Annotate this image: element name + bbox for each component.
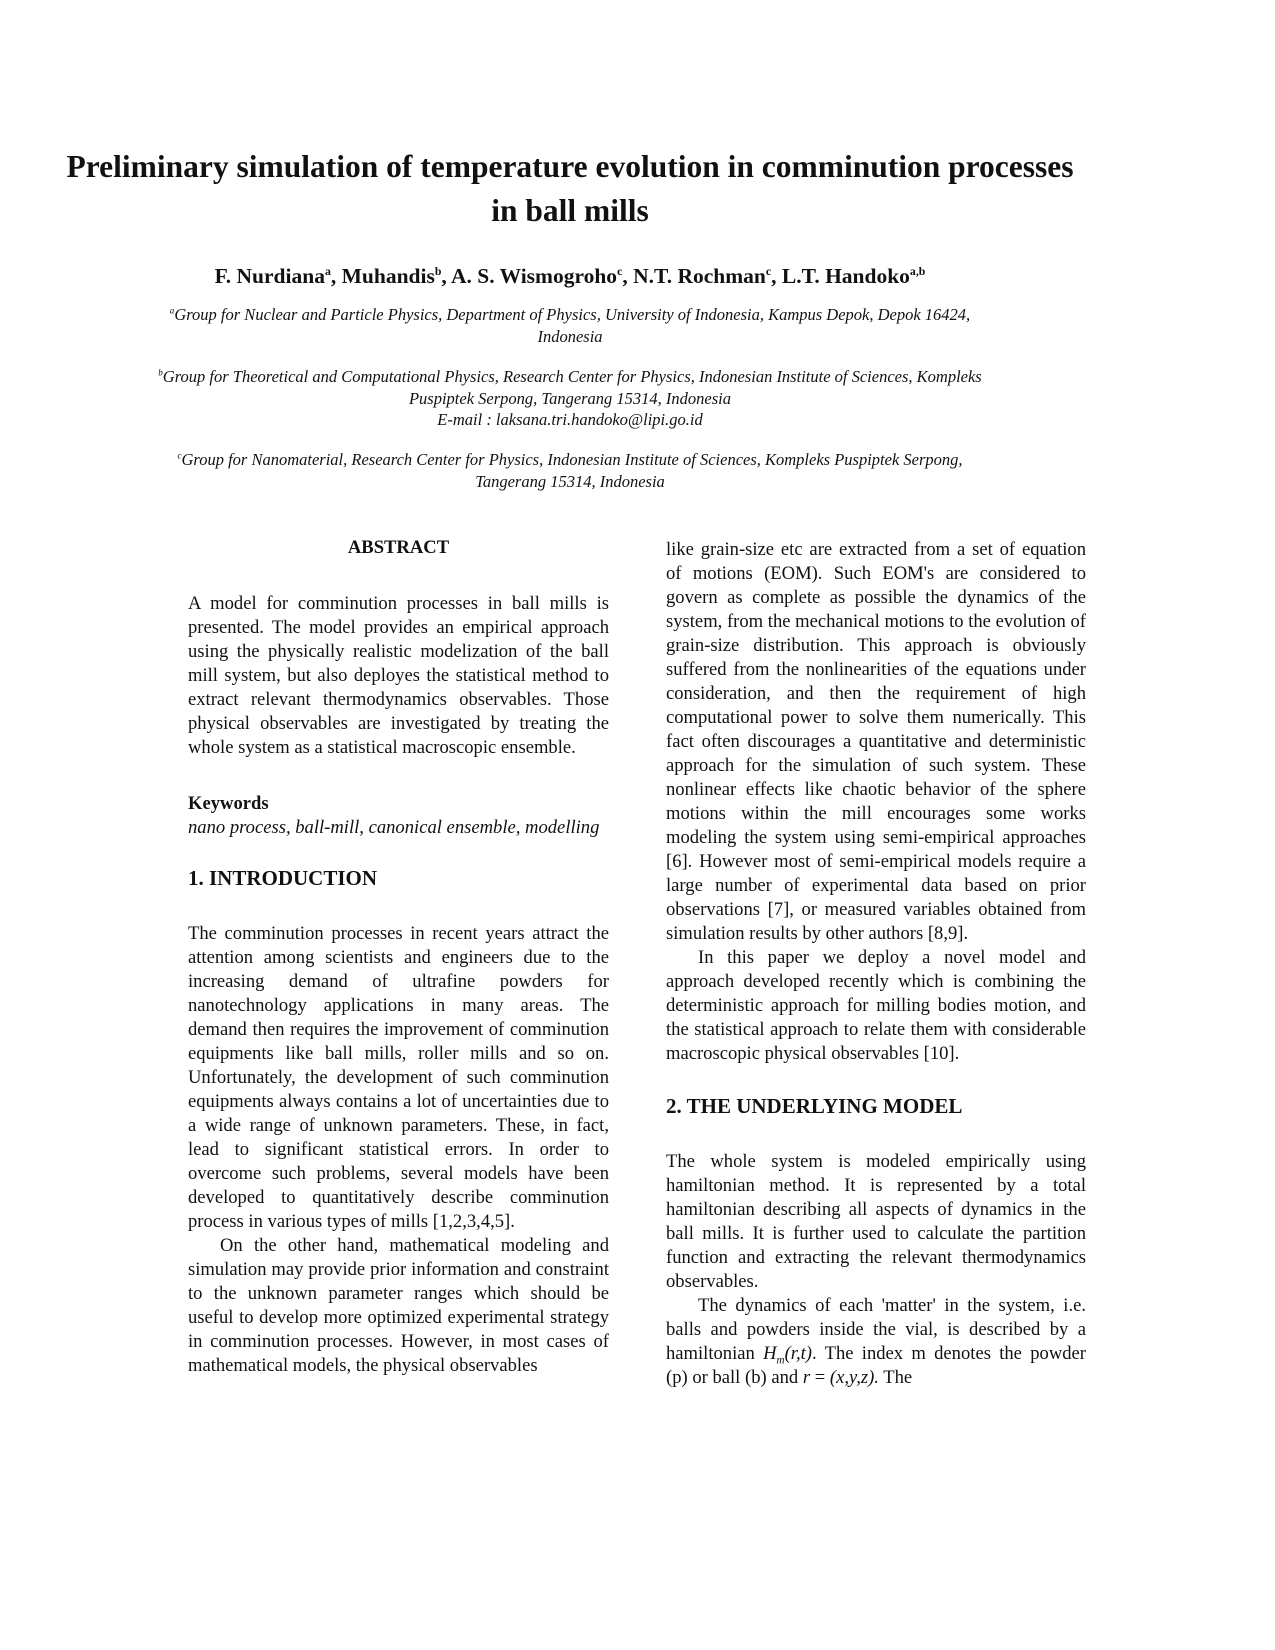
author-name: Muhandis xyxy=(341,264,435,288)
hamiltonian-symbol: H xyxy=(763,1343,777,1364)
keywords-heading: Keywords xyxy=(188,793,269,814)
affiliation-mark: b xyxy=(158,367,163,378)
abstract-text: A model for comminution processes in ball mills is presented. The model provides an empirical approach using the physically realistic modelization of the ball mill system, but also deployes the statistical method to extract relevant thermodynamics observables. Those physical observables are investigated by treating the whole system as a statistical macroscopic ensemble. xyxy=(188,593,609,758)
introduction-paragraph: The comminution processes in recent years attract the attention among scientists and engineers due to the increasing demand of ultrafine powders for nanotechnology applications in many areas. The demand then requires the improvement of comminution equipments like ball mills, roller mills and so on. Unfortunately, the development of such comminution equipments always contains a lot of uncertainties due to a wide range of unknown parameters. These, in fact, lead to significant statistical errors. In order to overcome such problems, several models have been developed to quantitatively describe comminution process in various types of mills [1,2,3,4,5]. xyxy=(188,923,609,1232)
position-symbol: r xyxy=(802,1367,811,1388)
author-name: A. S. Wismogroho xyxy=(450,264,618,288)
model-paragraph xyxy=(666,1294,1086,1390)
author-name: N.T. Rochman xyxy=(633,264,766,288)
paper-title: Preliminary simulation of temperature evolution in comminution processes in ball mills xyxy=(66,149,1074,228)
hamiltonian-arguments: (r,t) xyxy=(784,1343,812,1364)
model-paragraph: The whole system is modeled empirically using hamiltonian method. It is represented by a total hamiltonian describing all aspects of dynamics in the ball mills. It is further used to calculate the partition function and extracting the relevant thermodynamics observables. xyxy=(666,1151,1086,1292)
left-column xyxy=(188,536,609,1378)
affiliation-a xyxy=(60,304,1080,347)
introduction-paragraph: On the other hand, mathematical modeling and simulation may provide prior information and constraint to the unknown parameter ranges which should be useful to develop more optimized experimental strategy in comminution processes. However, in most cases of mathematical models, the physical observables xyxy=(188,1235,609,1376)
hamiltonian-subscript: m xyxy=(776,1354,785,1367)
right-column xyxy=(666,538,1086,1390)
author-name: F. Nurdiana xyxy=(214,264,325,288)
affiliation-text: Group for Nuclear and Particle Physics, Department of Physics, University of Indonesia, Kampus Depok, Depok 16424, xyxy=(174,305,971,324)
affiliation-mark: a xyxy=(169,305,175,316)
introduction-paragraph-continued: like grain-size etc are extracted from a set of equation of motions (EOM). Such EOM's are considered to govern as complete as possible the dynamics of the system, from the mechanical motions to the evolution of grain-size distribution. This approach is obviously suffered from the nonlinearities of the equations under consideration, and then the requirement of high computational power to solve them numerically. This fact often discourages a quantitative and deterministic approach for the simulation of such system. These nonlinear effects like chaotic behavior of the sphere motions within the mill encourages some works modeling the system using semi-empirical approaches [6]. However most of semi-empirical models require a large number of experimental data based on prior observations [7], or measured variables obtained from simulation results by other authors [8,9]. xyxy=(666,539,1086,944)
affiliation-mark: c xyxy=(177,450,182,461)
abstract-heading: ABSTRACT xyxy=(347,537,450,558)
model-text: The xyxy=(878,1367,913,1388)
affiliation-text: Puspiptek Serpong, Tangerang 15314, Indonesia xyxy=(408,388,732,408)
introduction-heading: 1. INTRODUCTION xyxy=(188,866,378,890)
position-components: (x,y,z). xyxy=(829,1367,879,1388)
author-affiliation-mark: c xyxy=(617,263,623,278)
model-text: = xyxy=(810,1367,830,1388)
affiliation-c xyxy=(60,449,1080,492)
model-text: The dynamics of each 'matter' in the system, i.e. balls and powders inside the vial, is described by a hamiltonian xyxy=(666,1295,1086,1364)
keywords-text: nano process, ball-mill, canonical ensemble, modelling xyxy=(188,817,600,838)
author-name: L.T. Handoko xyxy=(781,264,910,288)
author-affiliation-mark: a xyxy=(324,263,331,278)
author-affiliation-mark: c xyxy=(765,263,772,278)
model-heading: 2. THE UNDERLYING MODEL xyxy=(666,1094,963,1118)
introduction-paragraph: In this paper we deploy a novel model and approach developed recently which is combining the deterministic approach for milling bodies motion, and the statistical approach to relate them with considerable macroscopic physical observables [10]. xyxy=(666,947,1086,1064)
author-list: F. Nurdiana$^a$, Muhandis$^b$, A. S. Wismogroho$^c$, N.T. Rochman$^c$, L.T. Handoko$^{a,b}$ xyxy=(214,263,926,288)
author-affiliation-mark: a,b xyxy=(909,263,926,278)
affiliation-text: Tangerang 15314, Indonesia xyxy=(475,471,665,491)
affiliation-b xyxy=(60,366,1080,431)
affiliation-text: Indonesia xyxy=(537,326,603,346)
model-text: . The index m denotes the powder (p) or ball (b) and xyxy=(666,1343,1086,1388)
author-affiliation-mark: b xyxy=(434,263,442,278)
affiliation-text: Group for Theoretical and Computational Physics, Research Center for Physics, Indonesian Institute of Sciences, Kompleks xyxy=(162,367,982,386)
author-email: E-mail : laksana.tri.handoko@lipi.go.id xyxy=(437,410,703,429)
affiliation-text: Group for Nanomaterial, Research Center for Physics, Indonesian Institute of Sciences, Kompleks Puspiptek Serpong, xyxy=(181,450,963,469)
